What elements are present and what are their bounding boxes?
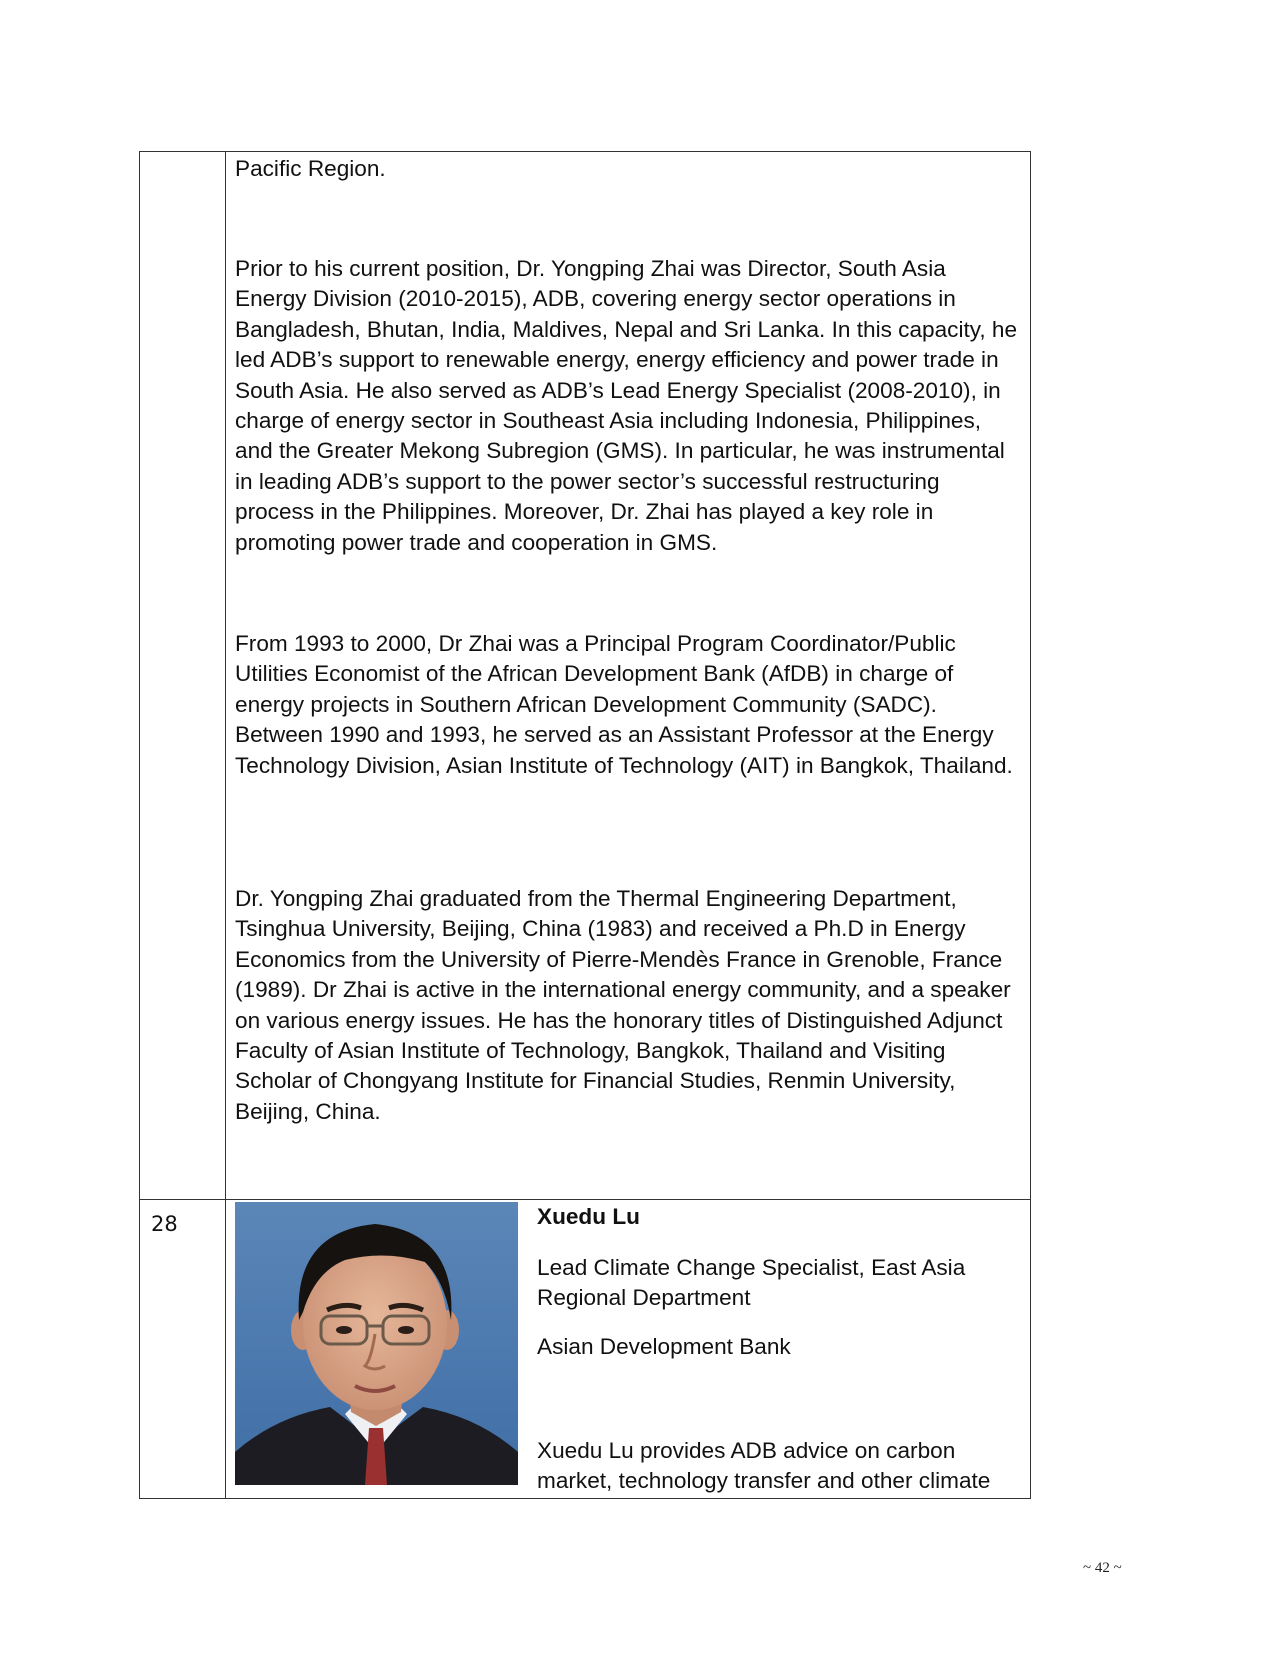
speaker-name: Xuedu Lu	[537, 1204, 640, 1229]
page-number: ~ 42 ~	[1083, 1560, 1122, 1576]
speaker-organization: Asian Development Bank	[537, 1334, 791, 1359]
bio-continuation: Pacific Region.	[235, 156, 386, 181]
column-divider	[225, 152, 226, 1498]
speaker-photo	[235, 1202, 518, 1485]
bio-paragraph: From 1993 to 2000, Dr Zhai was a Principal Program Coordinator/Public Utilities Economist of the African Development Bank (AfDB) in charge of energy projects in Southern African Development Community (SADC). Between 1990 and 1993, he served as an Assistant Professor at the Energy Technology Division, Asian Institute of Technology (AIT) in Bangkok, Thailand.	[235, 631, 1013, 778]
speaker-title: Lead Climate Change Specialist, East Asia Regional Department	[537, 1255, 966, 1311]
entry-number: 28	[151, 1212, 178, 1236]
speaker-table	[139, 151, 1031, 1499]
bio-paragraph: Dr. Yongping Zhai graduated from the Thermal Engineering Department, Tsinghua University, Beijing, China (1983) and received a Ph.D in Energy Economics from the University of Pierre-Mendès France in Grenoble, France (1989). Dr Zhai is active in the international energy community, and a speaker on various energy issues. He has the honorary titles of Distinguished Adjunct Faculty of Asian Institute of Technology, Bangkok, Thailand and Visiting Scholar of Chongyang Institute for Financial Studies, Renmin University, Beijing, China.	[235, 886, 1011, 1124]
bio-paragraph: Prior to his current position, Dr. Yongping Zhai was Director, South Asia Energy Division (2010-2015), ADB, covering energy sector operations in Bangladesh, Bhutan, India, Maldives, Nepal and Sri Lanka. In this capacity, he led ADB’s support to renewable energy, energy efficiency and power trade in South Asia. He also served as ADB’s Lead Energy Specialist (2008-2010), in charge of energy sector in Southeast Asia including Indonesia, Philippines, and the Greater Mekong Subregion (GMS). In particular, he was instrumental in leading ADB’s support to the power sector’s successful restructuring process in the Philippines. Moreover, Dr. Zhai has played a key role in promoting power trade and cooperation in GMS.	[235, 256, 1018, 555]
speaker-bio: Xuedu Lu provides ADB advice on carbon market, technology transfer and other climate	[537, 1438, 991, 1494]
row-divider	[140, 1199, 1030, 1200]
